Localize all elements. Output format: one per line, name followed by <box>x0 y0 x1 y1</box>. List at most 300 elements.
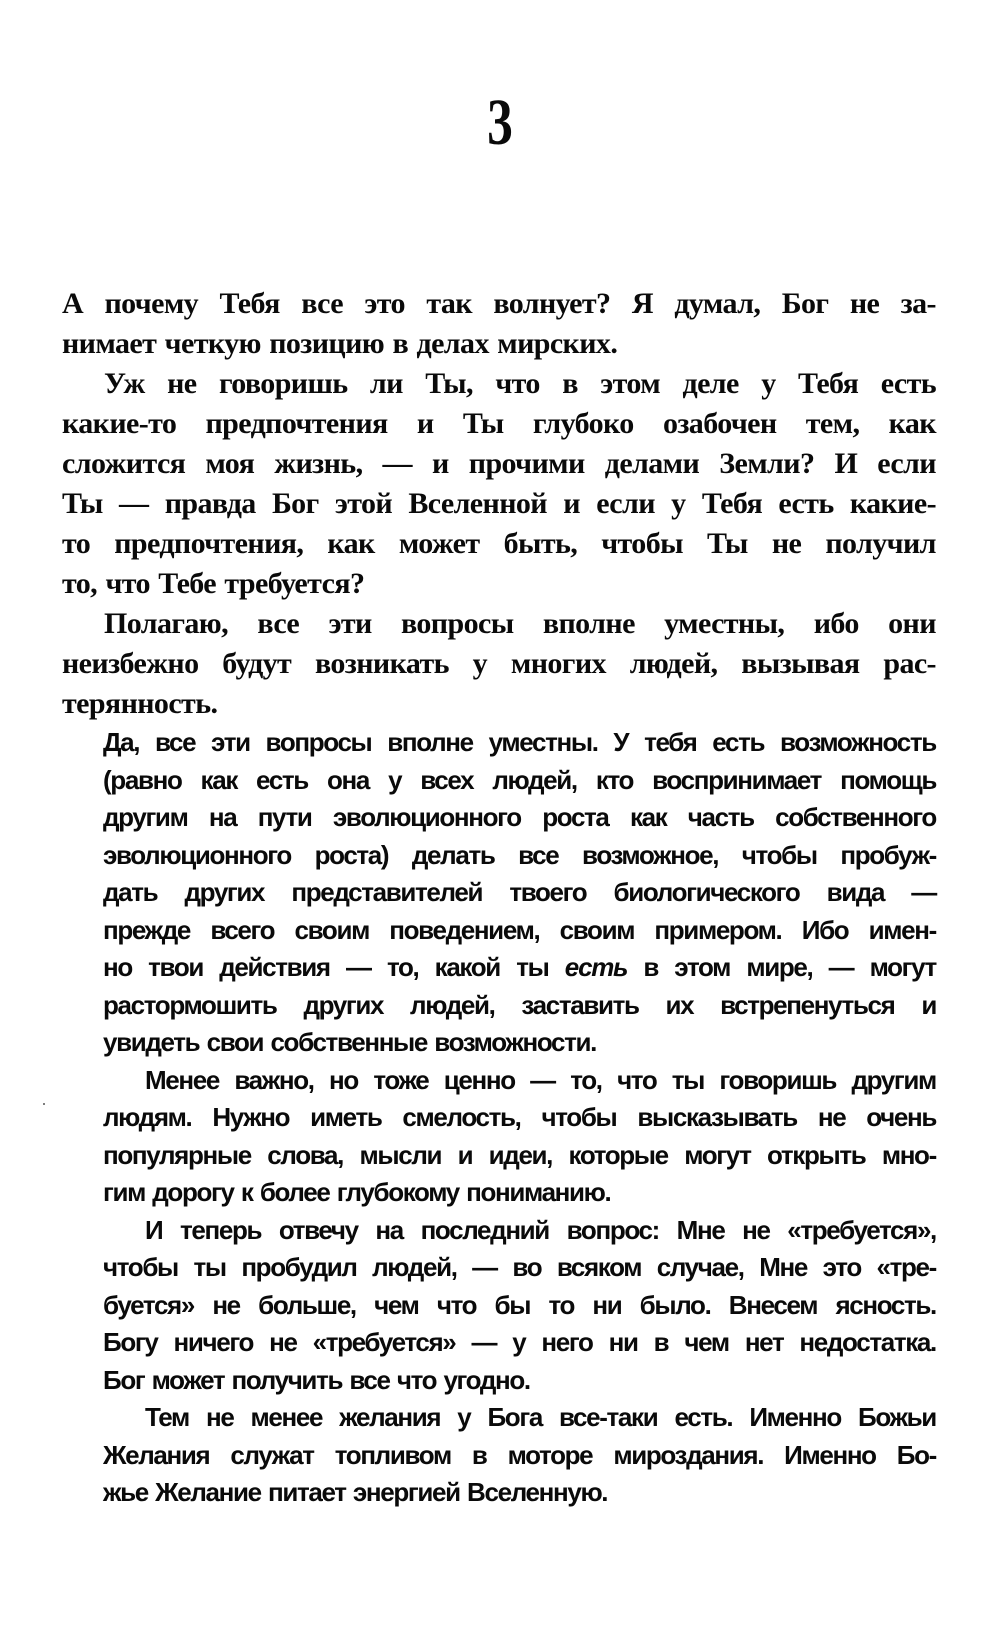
word: могут <box>869 952 936 982</box>
text-line <box>103 987 936 1025</box>
word: очень <box>866 1102 936 1132</box>
word: кто <box>595 764 634 795</box>
word: вопросы <box>265 727 372 757</box>
word: вызывая <box>741 647 860 680</box>
word: уместны. <box>488 727 598 757</box>
text-line <box>103 949 936 987</box>
word: волнует? <box>493 287 611 320</box>
word: недостатка. <box>799 1327 936 1357</box>
word: предпочтения, <box>114 527 304 560</box>
word: — <box>346 952 371 982</box>
text-line <box>103 1437 936 1475</box>
word: почему <box>104 287 199 320</box>
word: чтобы <box>601 527 683 560</box>
word: иметь <box>310 1102 382 1132</box>
word: возможное, <box>582 839 719 870</box>
word: Внесем <box>728 1289 818 1320</box>
word: получить <box>231 1364 343 1395</box>
word: не <box>849 287 880 320</box>
word: предпочтения <box>205 407 388 440</box>
word: ты <box>516 952 549 982</box>
word: твои <box>148 952 203 982</box>
word: неизбежно <box>62 647 199 680</box>
word: озабочен <box>662 407 777 440</box>
word: — <box>828 952 854 982</box>
word: может <box>398 527 480 560</box>
word: Бог <box>271 487 319 520</box>
word: какие-то <box>62 407 177 440</box>
word: думал, <box>674 287 761 320</box>
word: деле <box>682 367 739 400</box>
word: у <box>457 1402 471 1432</box>
scan-speck <box>43 1103 45 1105</box>
word: другим <box>103 802 188 832</box>
word: этом <box>600 367 661 400</box>
word: важно, <box>234 1064 314 1095</box>
word: мирских. <box>497 327 618 360</box>
word: питает <box>268 1477 346 1507</box>
word: получил <box>825 527 936 560</box>
word: мно- <box>881 1139 936 1170</box>
word: — <box>471 1327 497 1357</box>
word: Ты <box>707 527 748 560</box>
word: делать <box>411 839 495 870</box>
text-line <box>103 1474 936 1512</box>
word: в <box>471 1439 487 1470</box>
word: во <box>512 1252 542 1282</box>
text-line <box>103 1024 936 1062</box>
word: это <box>822 1252 861 1282</box>
word: многих <box>510 647 606 680</box>
question-paragraph <box>62 364 936 604</box>
word: высказывать <box>637 1102 797 1132</box>
word: есть <box>256 764 308 795</box>
word: ничего <box>173 1327 254 1357</box>
text-line <box>62 284 936 324</box>
word: эволюционного <box>332 802 521 832</box>
word: — <box>382 447 412 480</box>
word: есть <box>712 727 765 757</box>
word: Желания <box>103 1439 210 1470</box>
word: Ибо <box>801 914 849 945</box>
word: всяком <box>556 1252 642 1282</box>
word: смелость, <box>402 1102 521 1132</box>
word: своим <box>559 914 635 945</box>
word: Именно <box>749 1402 841 1432</box>
word: Нужно <box>212 1102 290 1132</box>
word: то, <box>386 952 419 982</box>
word: всего <box>210 914 275 945</box>
text-line <box>103 1062 936 1100</box>
text-line <box>62 484 936 524</box>
word: Ты <box>62 487 103 520</box>
word: что <box>105 567 150 600</box>
word: она <box>327 764 370 795</box>
word: чем <box>684 1327 729 1357</box>
word: и <box>457 1139 473 1170</box>
question-paragraph <box>62 604 936 724</box>
word: буется» <box>103 1289 194 1320</box>
text-line <box>103 724 936 762</box>
question-paragraph <box>62 284 936 364</box>
word: но <box>103 952 132 982</box>
text-line <box>62 644 936 684</box>
word: глубоко <box>532 407 634 440</box>
word: они <box>888 607 936 640</box>
word: роста <box>542 802 609 832</box>
word: не <box>167 367 197 400</box>
word: и <box>416 407 434 440</box>
word: говоришь <box>218 367 348 400</box>
answer-paragraph <box>103 1399 936 1512</box>
word: — <box>119 487 149 520</box>
word: что <box>617 1064 657 1095</box>
word: биологического <box>613 877 800 907</box>
word: ни <box>592 1289 622 1320</box>
word: дать <box>103 877 158 907</box>
word: сложится <box>62 447 186 480</box>
word: возможности. <box>434 1027 597 1057</box>
word: у <box>512 1327 526 1357</box>
word: идеи, <box>488 1139 553 1170</box>
word: не <box>212 1289 240 1320</box>
word: И <box>145 1214 163 1245</box>
word: делами <box>604 447 700 480</box>
word: Я <box>631 287 653 320</box>
word: увидеть <box>103 1027 200 1057</box>
word: рас- <box>883 647 936 680</box>
word: часть <box>687 802 754 832</box>
word: имен- <box>868 914 936 945</box>
word: не <box>205 1402 234 1432</box>
word: у <box>761 367 776 400</box>
word: воспринимает <box>652 764 822 795</box>
word: Вселенную. <box>467 1477 608 1507</box>
word: то, <box>570 1064 602 1095</box>
word: их <box>665 989 694 1020</box>
word: уместны, <box>664 607 785 640</box>
word: заставить <box>521 989 639 1020</box>
word: более <box>259 1177 330 1207</box>
word: Бо- <box>896 1439 936 1470</box>
word: что <box>396 1364 437 1395</box>
word: и <box>921 989 936 1020</box>
word: то, <box>62 567 98 600</box>
text-line <box>103 762 936 800</box>
word: прочими <box>468 447 585 480</box>
word: как <box>327 527 375 560</box>
text-line <box>62 604 936 644</box>
word: в <box>562 367 578 400</box>
word: А <box>62 287 84 320</box>
word: какие- <box>849 487 936 520</box>
word: твоего <box>509 877 587 907</box>
word: чтобы <box>103 1252 178 1282</box>
text-line <box>62 404 936 444</box>
word: терянность. <box>62 687 218 720</box>
answer-paragraph <box>103 1062 936 1212</box>
word: вполне <box>387 727 473 757</box>
word: возникать <box>314 647 449 680</box>
word: Менее <box>145 1064 219 1095</box>
word: эти <box>211 727 250 757</box>
word: растормошить <box>103 989 277 1020</box>
word: то <box>548 1289 575 1320</box>
word: бы <box>494 1289 531 1320</box>
word: других <box>184 877 265 907</box>
word: другим <box>851 1064 936 1095</box>
word: Именно <box>784 1439 876 1470</box>
word: вопрос: <box>566 1214 659 1245</box>
word: помощь <box>840 764 936 795</box>
word: менее <box>250 1402 323 1432</box>
text-line <box>103 874 936 912</box>
word: Бога <box>487 1402 542 1432</box>
word: на <box>375 1214 403 1245</box>
word: Уж <box>104 367 145 400</box>
word: глубокому <box>336 1177 459 1207</box>
answer-paragraph <box>103 724 936 1062</box>
word: все-таки <box>559 1402 658 1432</box>
word: Полагаю, <box>104 607 229 640</box>
word: людей, <box>410 989 495 1020</box>
word: других <box>303 989 384 1020</box>
word: — <box>530 1064 555 1095</box>
word: желания <box>339 1402 441 1432</box>
word: это <box>364 287 405 320</box>
word: людей, <box>629 647 718 680</box>
word: открыть <box>767 1139 866 1170</box>
word: Желание <box>155 1477 261 1507</box>
word: но <box>329 1064 358 1095</box>
word: — <box>472 1252 497 1282</box>
word: «требуется», <box>787 1214 936 1245</box>
word: Ты, <box>425 367 473 400</box>
word: Богу <box>103 1327 158 1357</box>
word: пути <box>257 802 312 832</box>
word: ясность. <box>835 1289 936 1320</box>
word: представителей <box>291 877 483 907</box>
word: не <box>817 1102 846 1132</box>
word: так <box>426 287 472 320</box>
word: говоришь <box>719 1064 837 1095</box>
word: эти <box>328 607 372 640</box>
word: мироздания. <box>613 1439 764 1470</box>
word: Вселенной <box>408 487 547 520</box>
word: ты <box>193 1252 226 1282</box>
word: последний <box>420 1214 549 1245</box>
text-line <box>103 912 936 950</box>
word: примером. <box>654 914 782 945</box>
word: и <box>563 487 580 520</box>
word: тебя <box>644 727 697 757</box>
word: гим <box>103 1177 145 1207</box>
word: теперь <box>180 1214 262 1245</box>
word: Бог <box>781 287 829 320</box>
text-line <box>103 1362 936 1400</box>
question-block <box>62 284 936 724</box>
word: могут <box>684 1139 751 1170</box>
word: все <box>301 287 343 320</box>
word: «тре- <box>876 1252 936 1282</box>
word: «требуется» <box>312 1327 456 1357</box>
word: в <box>653 1327 669 1357</box>
word: вопросы <box>401 607 514 640</box>
word: мысли <box>359 1139 442 1170</box>
text-line <box>103 1137 936 1175</box>
word: пробуж- <box>840 839 936 870</box>
word: людям. <box>103 1102 192 1132</box>
word: что <box>436 1289 477 1320</box>
word: что <box>495 367 540 400</box>
word: угодно. <box>443 1364 530 1395</box>
text-line <box>103 1099 936 1137</box>
word: какой <box>434 952 500 982</box>
word: к <box>240 1177 253 1207</box>
word: все <box>257 607 300 640</box>
text-line <box>103 837 936 875</box>
answer-paragraph <box>103 1212 936 1400</box>
text-line <box>62 324 936 364</box>
word: отвечу <box>278 1214 358 1245</box>
text-line <box>62 684 936 724</box>
word: у <box>472 647 488 680</box>
word: служат <box>230 1439 314 1470</box>
word: действия <box>219 952 330 982</box>
text-line <box>103 799 936 837</box>
word: возможность <box>779 727 936 757</box>
word: и <box>432 447 449 480</box>
word: не <box>771 527 802 560</box>
word: ты <box>671 1064 705 1095</box>
text-line <box>103 1249 936 1287</box>
word: Земли? <box>719 447 815 480</box>
word: ибо <box>813 607 859 640</box>
word: топливом <box>334 1439 451 1470</box>
word: было. <box>639 1289 711 1320</box>
word: Тебя <box>798 367 859 400</box>
word: (равно <box>103 764 182 795</box>
word: у <box>671 487 686 520</box>
word: у <box>388 764 402 795</box>
text-line <box>62 564 936 604</box>
word: Мне <box>676 1214 725 1245</box>
text-line <box>62 364 936 404</box>
word: Тебе <box>158 567 216 600</box>
word: больше, <box>258 1289 356 1320</box>
word: собственного <box>775 802 936 832</box>
word: Да, <box>103 727 140 757</box>
text-line <box>103 1212 936 1250</box>
word: Божьи <box>857 1402 936 1432</box>
word: будут <box>222 647 292 680</box>
word: встрепенуться <box>720 989 895 1020</box>
word: роста) <box>314 839 389 870</box>
word: жье <box>103 1477 148 1507</box>
word: него <box>541 1327 593 1357</box>
word: этом <box>674 952 731 982</box>
word: поведением, <box>389 914 540 945</box>
word: делах <box>416 327 489 360</box>
text-line <box>103 1399 936 1437</box>
word: И <box>834 447 858 480</box>
word: четкую <box>164 327 261 360</box>
word: Тебя <box>219 287 280 320</box>
word: как <box>200 764 237 795</box>
word: быть, <box>503 527 578 560</box>
word: в <box>392 327 409 360</box>
word: если <box>596 487 655 520</box>
word: есть. <box>674 1402 733 1432</box>
word: Ты <box>462 407 504 440</box>
word: Бог <box>103 1364 145 1395</box>
word: не <box>269 1327 297 1357</box>
word: вида <box>826 877 885 907</box>
word: вполне <box>542 607 635 640</box>
text-line <box>62 444 936 484</box>
word: слова, <box>267 1139 344 1170</box>
word: ценно <box>443 1064 515 1095</box>
word: своим <box>294 914 369 945</box>
answer-block <box>103 724 936 1512</box>
word: чтобы <box>541 1102 617 1132</box>
word: чем <box>374 1289 419 1320</box>
word: нимает <box>62 327 157 360</box>
word: моторе <box>507 1439 593 1470</box>
word: жизнь, <box>274 447 363 480</box>
word: мире, <box>746 952 813 982</box>
text-line <box>103 1324 936 1362</box>
word: Мне <box>759 1252 808 1282</box>
word: все <box>518 839 559 870</box>
chapter-number: 3 <box>487 86 513 159</box>
word: прежде <box>103 914 191 945</box>
word: пробудил <box>241 1252 357 1282</box>
text-line <box>62 524 936 564</box>
word: тоже <box>373 1064 429 1095</box>
word: моя <box>205 447 255 480</box>
word: которые <box>568 1139 668 1170</box>
word: Тем <box>145 1402 189 1432</box>
word: в <box>643 952 659 982</box>
word: не <box>742 1214 770 1245</box>
word: за- <box>900 287 936 320</box>
word: как <box>629 802 667 832</box>
text-line <box>103 1174 936 1212</box>
emphasized-word: есть <box>564 952 628 982</box>
word: есть <box>880 367 936 400</box>
word: энергией <box>352 1477 460 1507</box>
word: — <box>911 877 936 907</box>
word: людей, <box>372 1252 457 1282</box>
word: всех <box>420 764 474 795</box>
word: собственные <box>270 1027 428 1057</box>
text-line <box>103 1287 936 1325</box>
word: Тебя <box>701 487 763 520</box>
word: тем, <box>805 407 860 440</box>
word: случае, <box>656 1252 744 1282</box>
word: ли <box>369 367 403 400</box>
word: ни <box>608 1327 638 1357</box>
word: требуется? <box>224 567 365 600</box>
word: все <box>154 727 196 757</box>
word: У <box>613 727 629 757</box>
word: людей, <box>492 764 577 795</box>
word: как <box>888 407 936 440</box>
word: чтобы <box>741 839 817 870</box>
word: дорогу <box>152 1177 234 1207</box>
word: этой <box>334 487 393 520</box>
